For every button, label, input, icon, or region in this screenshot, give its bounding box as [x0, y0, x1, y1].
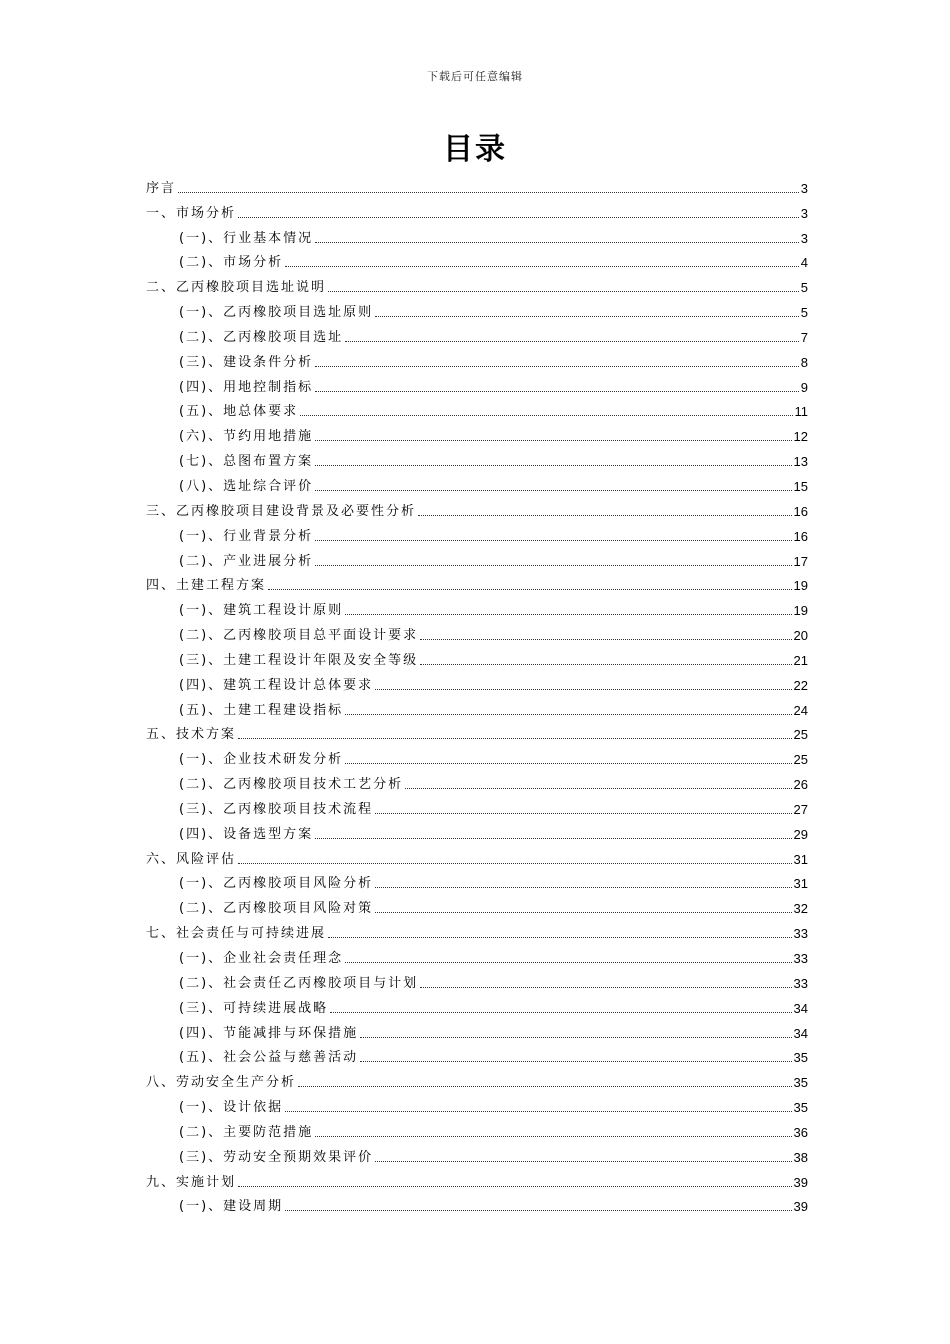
toc-entry-page-number: 12: [793, 429, 808, 445]
toc-entry-label: 二、乙丙橡胶项目选址说明: [146, 280, 327, 296]
page-title: 目录: [443, 132, 507, 167]
toc-entry-page-number: 15: [793, 478, 808, 494]
header-note: 下载后可任意编辑: [427, 70, 523, 83]
toc-entry[interactable]: [146, 199, 808, 224]
toc-entry-label: (二)、产业进展分析: [179, 553, 314, 569]
toc-entry-label: 序言: [146, 180, 177, 196]
toc-dot-leader: [345, 341, 799, 342]
toc-entry[interactable]: [146, 497, 808, 522]
toc-entry-page-number: 3: [800, 180, 808, 196]
toc-dot-leader: [315, 838, 791, 839]
toc-entry-page-number: 7: [800, 329, 808, 345]
toc-entry-page-number: 34: [793, 1000, 808, 1016]
toc-entry-page-number: 13: [793, 454, 808, 470]
toc-dot-leader: [315, 242, 799, 243]
toc-entry-label: (一)、建设周期: [179, 1199, 284, 1215]
toc-entry-label: (七)、总图布置方案: [179, 454, 314, 470]
toc-entry[interactable]: [146, 1019, 808, 1044]
toc-entry[interactable]: [146, 745, 808, 770]
toc-dot-leader: [345, 714, 791, 715]
toc-entry[interactable]: [146, 1193, 808, 1218]
toc-entry-page-number: 11: [794, 404, 808, 420]
toc-entry[interactable]: [146, 224, 808, 249]
toc-entry-page-number: 39: [793, 1199, 808, 1215]
toc-entry[interactable]: [146, 870, 808, 895]
toc-dot-leader: [285, 1111, 791, 1112]
toc-entry[interactable]: [146, 298, 808, 323]
toc-entry[interactable]: [146, 646, 808, 671]
toc-entry[interactable]: [146, 249, 808, 274]
toc-dot-leader: [328, 937, 792, 938]
toc-entry[interactable]: [146, 596, 808, 621]
toc-entry-page-number: 17: [793, 553, 808, 569]
toc-dot-leader: [360, 1037, 791, 1038]
toc-dot-leader: [238, 738, 792, 739]
toc-entry-label: (三)、劳动安全预期效果评价: [179, 1149, 374, 1165]
toc-dot-leader: [315, 490, 791, 491]
toc-dot-leader: [360, 1061, 791, 1062]
toc-entry-label: (二)、乙丙橡胶项目技术工艺分析: [179, 777, 404, 793]
toc-entry-page-number: 35: [793, 1100, 808, 1116]
toc-entry[interactable]: [146, 1093, 808, 1118]
toc-entry-page-number: 29: [793, 826, 808, 842]
toc-dot-leader: [420, 987, 791, 988]
toc-entry[interactable]: [146, 944, 808, 969]
toc-entry-page-number: 3: [800, 230, 808, 246]
toc-entry[interactable]: [146, 1068, 808, 1093]
toc-entry-label: 五、技术方案: [146, 727, 237, 743]
toc-entry[interactable]: [146, 1168, 808, 1193]
toc-entry-page-number: 4: [800, 255, 808, 271]
toc-entry-page-number: 39: [793, 1174, 808, 1190]
toc-entry-page-number: 31: [793, 851, 808, 867]
toc-dot-leader: [315, 440, 791, 441]
toc-entry-label: (六)、节约用地措施: [179, 429, 314, 445]
toc-entry-page-number: 8: [800, 354, 808, 370]
toc-entry-page-number: 33: [793, 951, 808, 966]
toc-entry-label: (二)、主要防范措施: [179, 1124, 314, 1140]
toc-entry[interactable]: [146, 422, 808, 447]
toc-entry-label: (三)、乙丙橡胶项目技术流程: [179, 801, 374, 817]
toc-entry[interactable]: [146, 721, 808, 746]
toc-entry-page-number: 20: [793, 628, 808, 644]
toc-entry-label: (二)、社会责任乙丙橡胶项目与计划: [179, 975, 419, 991]
toc-entry-page-number: 25: [793, 727, 808, 743]
toc-entry-page-number: 9: [800, 379, 808, 395]
toc-entry-label: (一)、建筑工程设计原则: [179, 603, 344, 619]
toc-dot-leader: [268, 589, 792, 590]
toc-entry-label: (四)、设备选型方案: [179, 826, 314, 842]
toc-dot-leader: [300, 415, 792, 416]
toc-entry-page-number: 38: [793, 1149, 808, 1165]
toc-dot-leader: [238, 1186, 792, 1187]
toc-entry[interactable]: [146, 348, 808, 373]
toc-entry-page-number: 35: [793, 1050, 808, 1066]
toc-entry-page-number: 33: [793, 975, 808, 991]
toc-entry-label: (二)、乙丙橡胶项目选址: [179, 329, 344, 345]
toc-entry-label: (一)、行业背景分析: [179, 528, 314, 544]
toc-entry-label: 七、社会责任与可持续进展: [146, 926, 327, 942]
toc-dot-leader: [330, 1012, 791, 1013]
toc-dot-leader: [345, 962, 791, 963]
toc-dot-leader: [178, 192, 799, 193]
toc-dot-leader: [238, 863, 792, 864]
toc-entry-label: (一)、行业基本情况: [179, 230, 314, 246]
toc-entry-label: 九、实施计划: [146, 1174, 237, 1190]
toc-entry[interactable]: [146, 323, 808, 348]
toc-entry-page-number: 5: [800, 280, 808, 296]
toc-entry[interactable]: [146, 373, 808, 398]
toc-dot-leader: [375, 813, 791, 814]
toc-dot-leader: [375, 887, 791, 888]
toc-entry[interactable]: [146, 770, 808, 795]
toc-entry[interactable]: [146, 621, 808, 646]
toc-entry[interactable]: [146, 174, 808, 199]
toc-entry-page-number: 32: [793, 901, 808, 917]
toc-entry-page-number: 21: [793, 652, 808, 668]
toc-entry[interactable]: [146, 820, 808, 845]
toc-entry[interactable]: [146, 1118, 808, 1143]
toc-dot-leader: [418, 515, 792, 516]
toc-entry-label: (一)、企业社会责任理念: [179, 951, 344, 966]
toc-entry-page-number: 36: [793, 1124, 808, 1140]
toc-entry-page-number: 27: [793, 801, 808, 817]
toc-dot-leader: [375, 912, 791, 913]
toc-entry-label: 一、市场分析: [146, 205, 237, 221]
toc-entry-page-number: 26: [793, 777, 808, 793]
toc-entry[interactable]: [146, 894, 808, 919]
toc-entry[interactable]: [146, 472, 808, 497]
toc-dot-leader: [315, 391, 799, 392]
toc-dot-leader: [315, 540, 791, 541]
toc-entry-page-number: 19: [793, 578, 808, 594]
toc-entry-label: (二)、乙丙橡胶项目总平面设计要求: [179, 628, 419, 644]
toc-entry-page-number: 33: [793, 926, 808, 942]
toc-dot-leader: [298, 1086, 792, 1087]
toc-entry-label: (一)、乙丙橡胶项目选址原则: [179, 305, 374, 321]
toc-entry-label: (三)、建设条件分析: [179, 354, 314, 370]
toc-entry[interactable]: [146, 398, 808, 423]
toc-entry[interactable]: [146, 522, 808, 547]
toc-dot-leader: [328, 291, 799, 292]
toc-entry[interactable]: [146, 969, 808, 994]
toc-dot-leader: [238, 217, 799, 218]
toc-entry-label: (五)、社会公益与慈善活动: [179, 1050, 359, 1066]
toc-entry[interactable]: [146, 994, 808, 1019]
toc-entry-label: 六、风险评估: [146, 851, 237, 867]
toc-dot-leader: [315, 1136, 791, 1137]
toc-entry-page-number: 5: [800, 305, 808, 321]
toc-entry-label: 三、乙丙橡胶项目建设背景及必要性分析: [146, 503, 417, 519]
toc-dot-leader: [285, 266, 799, 267]
toc-dot-leader: [345, 763, 791, 764]
toc-dot-leader: [405, 788, 791, 789]
toc-entry-label: (三)、土建工程设计年限及安全等级: [179, 652, 419, 668]
toc-entry[interactable]: [146, 671, 808, 696]
toc-entry-label: (二)、乙丙橡胶项目风险对策: [179, 901, 374, 917]
toc-entry-label: (二)、市场分析: [179, 255, 284, 271]
toc-entry-page-number: 31: [793, 876, 808, 892]
toc-dot-leader: [375, 1161, 791, 1162]
toc-entry[interactable]: [146, 1044, 808, 1069]
toc-dot-leader: [285, 1210, 791, 1211]
toc-dot-leader: [315, 565, 791, 566]
toc-entry[interactable]: [146, 273, 808, 298]
toc-entry-label: 四、土建工程方案: [146, 578, 267, 594]
toc-dot-leader: [420, 639, 791, 640]
toc-entry[interactable]: [146, 696, 808, 721]
toc-entry-page-number: 16: [793, 503, 808, 519]
toc-entry[interactable]: [146, 572, 808, 597]
toc-dot-leader: [345, 614, 791, 615]
toc-entry-label: (四)、建筑工程设计总体要求: [179, 677, 374, 693]
toc-dot-leader: [420, 664, 791, 665]
toc-dot-leader: [315, 465, 791, 466]
toc-entry-page-number: 3: [800, 205, 808, 221]
toc-dot-leader: [315, 366, 799, 367]
toc-entry-label: (八)、选址综合评价: [179, 478, 314, 494]
toc-entry-page-number: 34: [793, 1025, 808, 1041]
toc-entry-label: (四)、用地控制指标: [179, 379, 314, 395]
toc-entry-page-number: 22: [793, 677, 808, 693]
toc-entry-label: (四)、节能减排与环保措施: [179, 1025, 359, 1041]
toc-entry-label: 八、劳动安全生产分析: [146, 1075, 297, 1091]
toc-entry[interactable]: [146, 845, 808, 870]
toc-entry[interactable]: [146, 919, 808, 944]
toc-entry-label: (一)、企业技术研发分析: [179, 752, 344, 768]
toc-entry[interactable]: [146, 447, 808, 472]
toc-dot-leader: [375, 689, 791, 690]
toc-entry-label: (一)、乙丙橡胶项目风险分析: [179, 876, 374, 892]
toc-entry-label: (一)、设计依据: [179, 1100, 284, 1116]
toc-entry-label: (三)、可持续进展战略: [179, 1000, 329, 1016]
toc-entry-page-number: 19: [793, 603, 808, 619]
toc-entry-label: (五)、土建工程建设指标: [179, 702, 344, 718]
toc-entry[interactable]: [146, 795, 808, 820]
toc-entry[interactable]: [146, 547, 808, 572]
toc-dot-leader: [375, 316, 799, 317]
toc-entry[interactable]: [146, 1143, 808, 1168]
toc-entry-page-number: 25: [793, 752, 808, 768]
toc-entry-page-number: 24: [793, 702, 808, 718]
toc-entry-label: (五)、地总体要求: [179, 404, 299, 420]
table-of-contents: [146, 174, 808, 1217]
toc-entry-page-number: 16: [793, 528, 808, 544]
toc-entry-page-number: 35: [793, 1075, 808, 1091]
